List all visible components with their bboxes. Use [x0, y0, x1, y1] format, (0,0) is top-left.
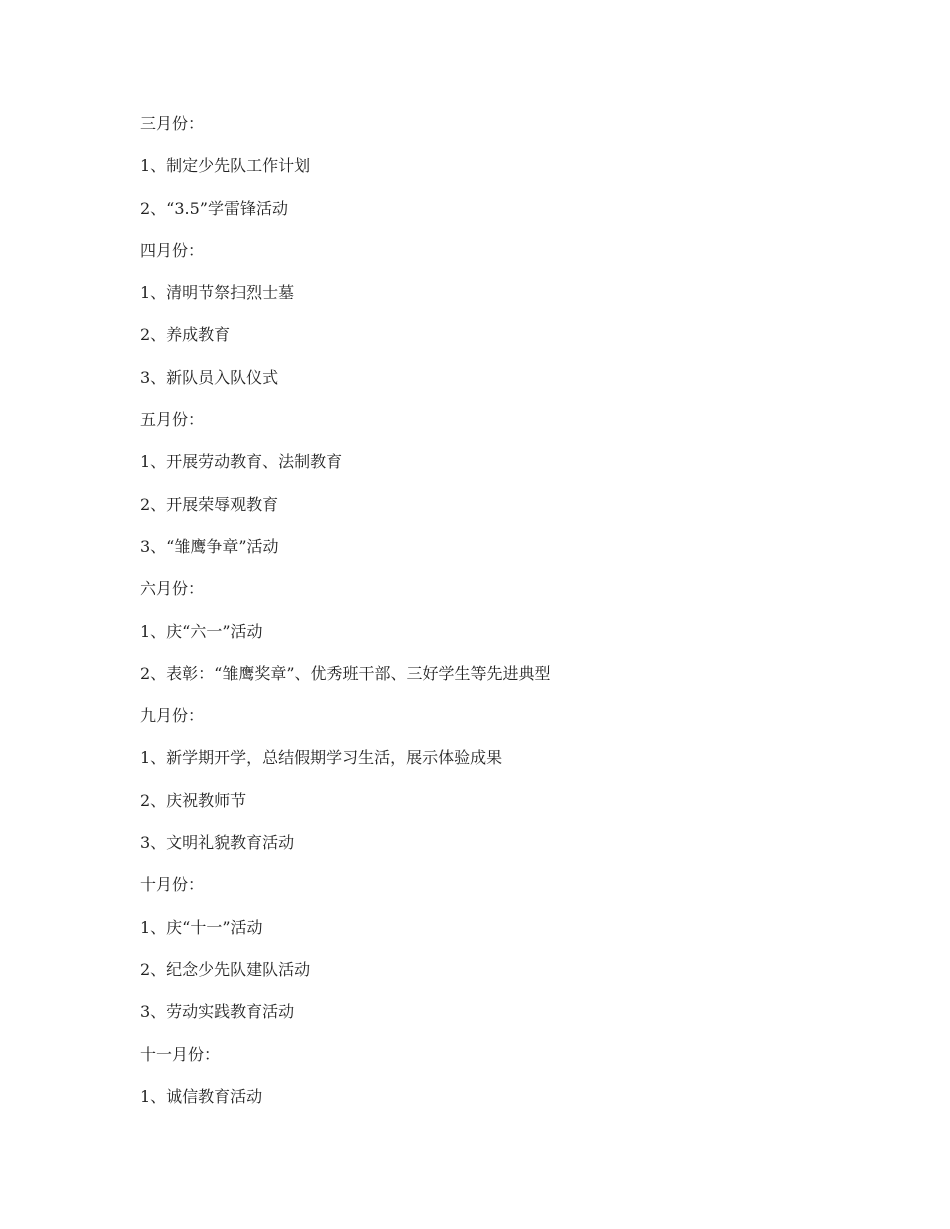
list-item: 2、表彰：“雏鹰奖章”、优秀班干部、三好学生等先进典型 [140, 663, 551, 683]
list-item: 2、纪念少先队建队活动 [140, 959, 311, 979]
month-heading-october: 十月份： [140, 875, 205, 895]
list-item: 3、“雏鹰争章”活动 [140, 536, 279, 556]
list-item: 2、开展荣辱观教育 [140, 494, 279, 514]
list-item: 1、诚信教育活动 [140, 1086, 263, 1106]
month-heading-september: 九月份： [140, 706, 205, 726]
list-item: 2、庆祝教师节 [140, 790, 247, 810]
list-item: 3、文明礼貌教育活动 [140, 833, 295, 853]
list-item: 2、“3.5”学雷锋活动 [140, 198, 288, 218]
month-heading-may: 五月份： [140, 410, 205, 430]
month-heading-june: 六月份： [140, 579, 205, 599]
list-item: 1、制定少先队工作计划 [140, 156, 311, 176]
list-item: 1、新学期开学，总结假期学习生活，展示体验成果 [140, 748, 503, 768]
list-item: 1、庆“十一”活动 [140, 917, 263, 937]
list-item: 3、新队员入队仪式 [140, 367, 279, 387]
list-item: 3、劳动实践教育活动 [140, 1002, 295, 1022]
list-item: 1、开展劳动教育、法制教育 [140, 452, 343, 472]
month-heading-march: 三月份： [140, 114, 205, 133]
document-body [140, 112, 860, 1127]
list-item: 2、养成教育 [140, 325, 231, 345]
list-item: 1、庆“六一”活动 [140, 621, 263, 641]
month-heading-november: 十一月份： [140, 1044, 221, 1064]
list-item: 1、清明节祭扫烈士墓 [140, 283, 295, 303]
month-heading-april: 四月份： [140, 240, 205, 260]
